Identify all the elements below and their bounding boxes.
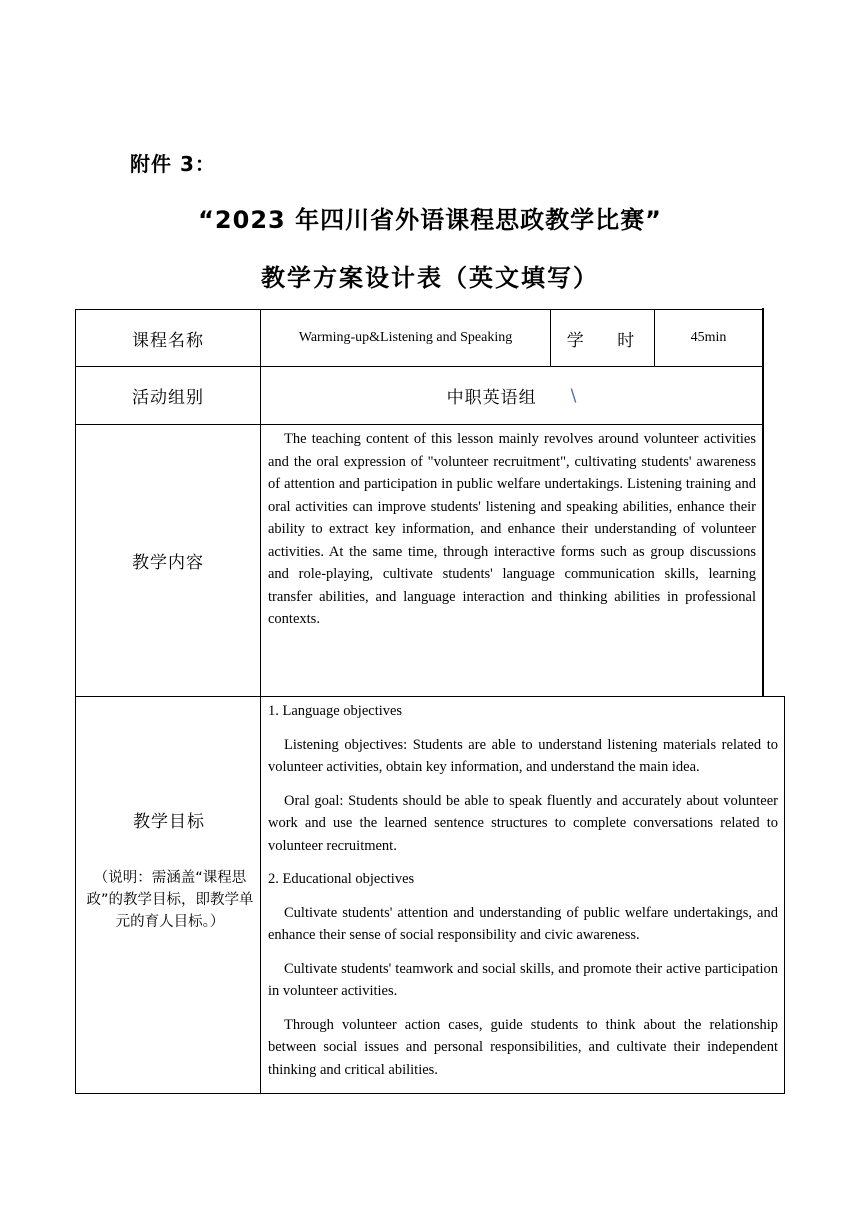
objective-heading-educational: 2. Educational objectives <box>268 871 415 887</box>
class-hours-label: 学 时 <box>550 309 655 367</box>
teaching-content-label: 教学内容 <box>75 424 261 697</box>
course-name-label: 课程名称 <box>75 309 261 367</box>
stray-mark: \ <box>570 385 577 406</box>
teaching-objectives-label-cell <box>75 696 261 1094</box>
attachment-label: 附件 3： <box>130 152 216 176</box>
class-hours-value: 45min <box>654 309 763 367</box>
objective-item: Oral goal: Students should be able to speak fluently and accurately about volunteer work and use the learned sentence structures to complete conversations related to volunteer recruitment. <box>268 792 778 854</box>
activity-group-label: 活动组别 <box>75 366 261 425</box>
objectives-note: （说明：需涵盖“课程思政”的教学目标，即教学单元的育人目标。） <box>86 870 254 930</box>
document-title: “2023 年四川省外语课程思政教学比赛” <box>198 206 662 234</box>
course-name-value: Warming-up&Listening and Speaking <box>260 309 551 367</box>
teaching-objectives-label: 教学目标 <box>133 812 205 832</box>
objective-item: Through volunteer action cases, guide students to think about the relationship between social issues and personal responsibilities, and cultivate their independent thinking and critical abilities. <box>268 1016 778 1078</box>
teaching-content-text: The teaching content of this lesson mainly revolves around volunteer activities and the oral expression of "volunteer recruitment", cultivating students' awareness of attention and participation in public welfare undertakings. Listening training and oral activities can improve students' listening and speaking abilities, enhance their ability to extract key information, and enhance their understanding of volunteer activities. At the same time, through interactive forms such as group discussions and role-playing, cultivate students' language communication skills, learning transfer abilities, and language interaction and thinking abilities in professional contexts. <box>268 431 756 627</box>
document-subtitle: 教学方案设计表（英文填写） <box>261 264 599 292</box>
activity-group-value: 中职英语组 \ <box>260 366 763 425</box>
objective-item: Cultivate students' teamwork and social skills, and promote their active participation in volunteer activities. <box>268 960 778 999</box>
objective-item: Listening objectives: Students are able to understand listening materials related to volunteer activities, obtain key information, and understand the main idea. <box>268 736 778 775</box>
objective-heading-language: 1. Language objectives <box>268 703 403 719</box>
teaching-objectives-cell <box>260 696 785 1094</box>
teaching-content-cell <box>260 424 763 697</box>
objective-item: Cultivate students' attention and understanding of public welfare undertakings, and enhance their sense of social responsibility and civic awareness. <box>268 904 778 943</box>
